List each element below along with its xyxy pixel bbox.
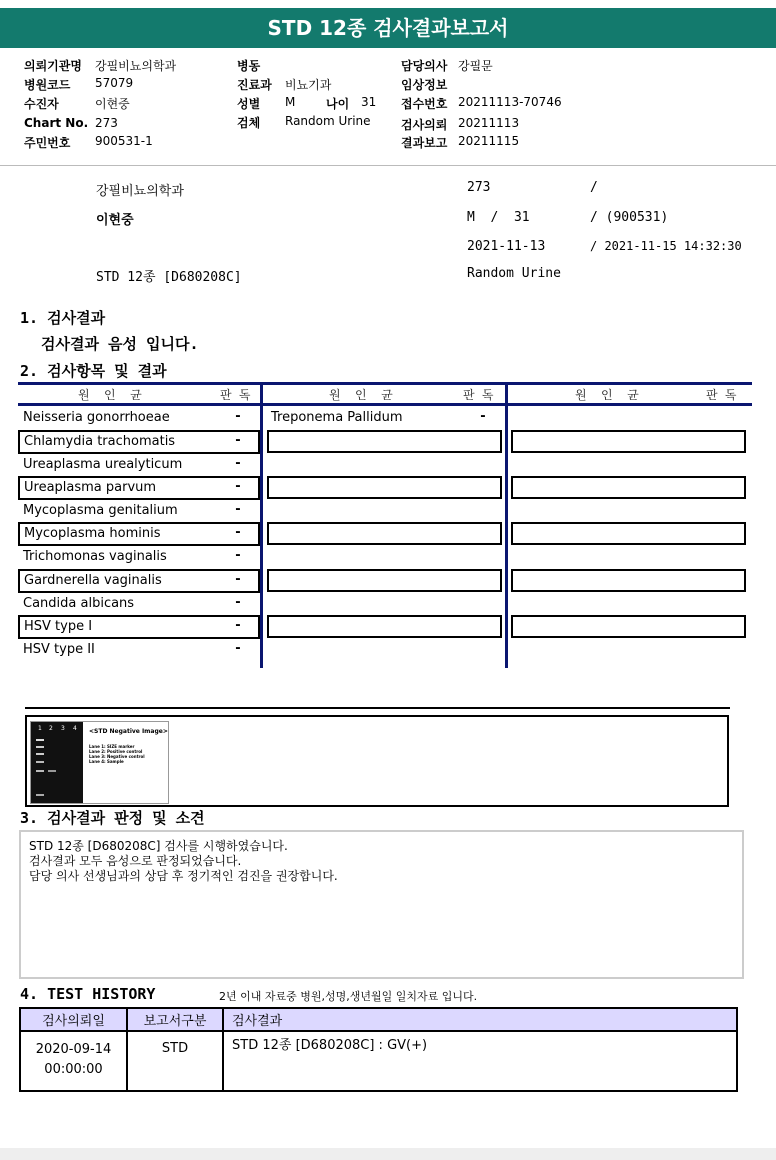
col3-empty-box-2 <box>511 476 746 499</box>
summary-request-date: 2021-11-13 <box>467 239 546 254</box>
hdr-hospital-value: 강필비뇨의학과 <box>95 59 177 73</box>
pathogen-name: Trichomonas vaginalis <box>23 549 167 564</box>
hdr-ssn-value: 900531-1 <box>95 134 153 148</box>
pathogen-name: Ureaplasma urealyticum <box>23 457 183 472</box>
summary-slash: / <box>590 180 598 195</box>
section2-title: 2. 검사항목 및 결과 <box>20 362 167 380</box>
grid-vline-2 <box>505 382 508 668</box>
opinion-box <box>19 830 744 979</box>
pathogen-result: - <box>235 479 241 494</box>
history-col-type: 보고서구분 <box>127 1008 223 1031</box>
gel-band <box>48 770 56 772</box>
hdr-request: 검사의뢰 <box>401 118 448 132</box>
opinion-line: 담당 의사 선생님과의 상담 후 정기적인 검진을 권장합니다. <box>29 869 338 883</box>
gel-band <box>36 761 44 763</box>
summary-specimen: Random Urine <box>467 266 561 281</box>
hdr-ssn: 주민번호 <box>24 136 71 150</box>
pathogen-result: - <box>235 502 241 517</box>
hdr-sex: 성별 <box>237 97 261 111</box>
gel-legend-line: Lane 2: Positive control <box>89 749 143 754</box>
section3-title: 3. 검사결과 판정 및 소견 <box>20 809 205 827</box>
col1-row-2 <box>18 454 260 477</box>
table-row <box>20 1031 737 1091</box>
hdr-hospcode-value: 57079 <box>95 76 134 90</box>
history-col-result: 검사결과 <box>223 1008 737 1031</box>
pathogen-result: - <box>235 456 241 471</box>
hdr-patient-value: 이현중 <box>95 97 130 111</box>
gel-band <box>36 753 44 755</box>
hdr-doctor: 담당의사 <box>401 59 448 73</box>
hdr-specimen: 검체 <box>237 116 261 130</box>
pathogen-result: - <box>235 525 241 540</box>
summary-report-datetime: / 2021-11-15 14:32:30 <box>590 239 742 253</box>
col2-empty-box-2 <box>267 476 502 499</box>
hdr-patient: 수진자 <box>24 97 59 111</box>
section4-note: 2년 이내 자료중 병원,성명,생년월일 일치자료 입니다. <box>219 990 478 1003</box>
gel-lanes-panel <box>31 722 83 803</box>
hdr-ward: 병동 <box>237 59 261 73</box>
col2-empty-box-1 <box>267 430 502 453</box>
pathogen-result: - <box>235 433 241 448</box>
hdr-hospcode: 병원코드 <box>24 78 71 92</box>
grid-head-pathogen-2: 원 인 균 <box>329 388 393 402</box>
col1-row-5 <box>18 522 260 546</box>
history-header-row <box>20 1008 737 1031</box>
pathogen-name: Candida albicans <box>23 596 135 611</box>
col1-row-10 <box>18 639 260 662</box>
pathogen-result: - <box>235 641 241 656</box>
gel-legend-line: Lane 3: Negative control <box>89 754 145 759</box>
pathogen-result: - <box>235 618 241 633</box>
history-date-cell <box>20 1031 127 1091</box>
col1-row-3 <box>18 476 260 500</box>
col1-row-8 <box>18 593 260 616</box>
pathogen-name: Treponema Pallidum <box>271 410 403 425</box>
pathogen-name: Chlamydia trachomatis <box>24 434 176 449</box>
hdr-hospital: 의뢰기관명 <box>24 59 82 73</box>
gel-top-line <box>25 707 730 709</box>
gel-band <box>36 794 44 796</box>
hdr-doctor-value: 강필문 <box>458 59 493 73</box>
pathogen-name: Mycoplasma genitalium <box>23 503 178 518</box>
section1-text: 검사결과 음성 입니다. <box>41 335 199 353</box>
pathogen-name: HSV type II <box>23 642 95 657</box>
hdr-clinical: 임상정보 <box>401 78 448 92</box>
col2-empty-box-5 <box>267 615 502 638</box>
hdr-dept-value: 비뇨기과 <box>285 78 332 92</box>
gel-legend-line: Lane 1: SIZE marker <box>89 744 135 749</box>
gel-image <box>30 721 169 804</box>
history-result: STD 12종 [D680208C] : GV(+) <box>223 1031 737 1091</box>
grid-head-result-1: 판 독 <box>220 388 251 402</box>
hdr-age: 나이 <box>326 97 350 111</box>
col1-row-6 <box>18 546 260 569</box>
footer-bar <box>0 1148 776 1160</box>
gel-lane-label: 2 <box>49 725 53 732</box>
pathogen-result: - <box>235 548 241 563</box>
grid-top-line <box>18 382 752 385</box>
gel-lane-label: 4 <box>73 725 77 732</box>
summary-birth: / (900531) <box>590 210 669 225</box>
gel-title: <STD Negative Image> <box>89 728 168 735</box>
summary-test-name: STD 12종 [D680208C] <box>96 270 242 285</box>
gel-band <box>36 746 44 748</box>
header-divider <box>0 165 776 166</box>
hdr-accession-value: 20211113-70746 <box>458 95 562 109</box>
hdr-chart-value: 273 <box>95 116 118 130</box>
history-type: STD <box>127 1031 223 1091</box>
section1-title: 1. 검사결과 <box>20 309 106 327</box>
hdr-report-value: 20211115 <box>458 134 520 148</box>
col2-row-0 <box>263 407 505 430</box>
pathogen-name: HSV type I <box>24 619 93 634</box>
report-title: STD 12종 검사결과보고서 <box>0 8 776 48</box>
gel-lane-label: 3 <box>61 725 65 732</box>
pathogen-name: Ureaplasma parvum <box>24 480 157 495</box>
hdr-sex-value: M <box>285 95 296 109</box>
col3-empty-box-1 <box>511 430 746 453</box>
gel-lane-label: 1 <box>38 725 42 732</box>
hdr-dept: 진료과 <box>237 78 272 92</box>
grid-head-pathogen-3: 원 인 균 <box>575 388 639 402</box>
history-table <box>19 1007 738 1092</box>
summary-patient: 이현중 <box>96 213 134 228</box>
col1-row-7 <box>18 569 260 593</box>
header-info <box>0 54 776 154</box>
pathogen-result: - <box>480 409 486 424</box>
col1-row-1 <box>18 430 260 454</box>
hdr-chart: Chart No. <box>24 116 89 130</box>
pathogen-result: - <box>235 595 241 610</box>
col2-empty-box-3 <box>267 522 502 545</box>
col2-empty-box-4 <box>267 569 502 592</box>
col3-empty-box-5 <box>511 615 746 638</box>
history-time: 00:00:00 <box>44 1062 103 1077</box>
gel-band <box>36 770 44 772</box>
grid-head-result-3: 판 독 <box>706 388 737 402</box>
opinion-line: STD 12종 [D680208C] 검사를 시행하였습니다. <box>29 839 288 853</box>
grid-head-pathogen-1: 원 인 균 <box>78 388 142 402</box>
col3-empty-box-3 <box>511 522 746 545</box>
summary-sex-age: M / 31 <box>467 210 530 225</box>
hdr-request-value: 20211113 <box>458 116 520 130</box>
summary-chart: 273 <box>467 180 491 195</box>
section4-title: 4. TEST HISTORY <box>20 985 156 1003</box>
col1-row-0 <box>18 407 260 430</box>
summary-clinic: 강필비뇨의학과 <box>96 184 184 199</box>
pathogen-result: - <box>235 409 241 424</box>
history-col-date: 검사의뢰일 <box>20 1008 127 1031</box>
pathogen-name: Neisseria gonorrhoeae <box>23 410 170 425</box>
gel-legend-line: Lane 4: Sample <box>89 759 124 764</box>
pathogen-result: - <box>235 572 241 587</box>
grid-head-result-2: 판 독 <box>463 388 494 402</box>
history-date: 2020-09-14 <box>35 1042 112 1057</box>
gel-band <box>36 739 44 741</box>
hdr-specimen-value: Random Urine <box>285 114 371 128</box>
opinion-line: 검사결과 모두 음성으로 판정되었습니다. <box>29 854 242 868</box>
col1-row-9 <box>18 615 260 639</box>
pathogen-name: Mycoplasma hominis <box>24 526 161 541</box>
col1-row-4 <box>18 500 260 523</box>
grid-header-line <box>18 403 752 406</box>
col3-empty-box-4 <box>511 569 746 592</box>
pathogen-name: Gardnerella vaginalis <box>24 573 162 588</box>
hdr-age-value: 31 <box>361 95 377 109</box>
hdr-accession: 접수번호 <box>401 97 448 111</box>
hdr-report: 결과보고 <box>401 136 448 150</box>
